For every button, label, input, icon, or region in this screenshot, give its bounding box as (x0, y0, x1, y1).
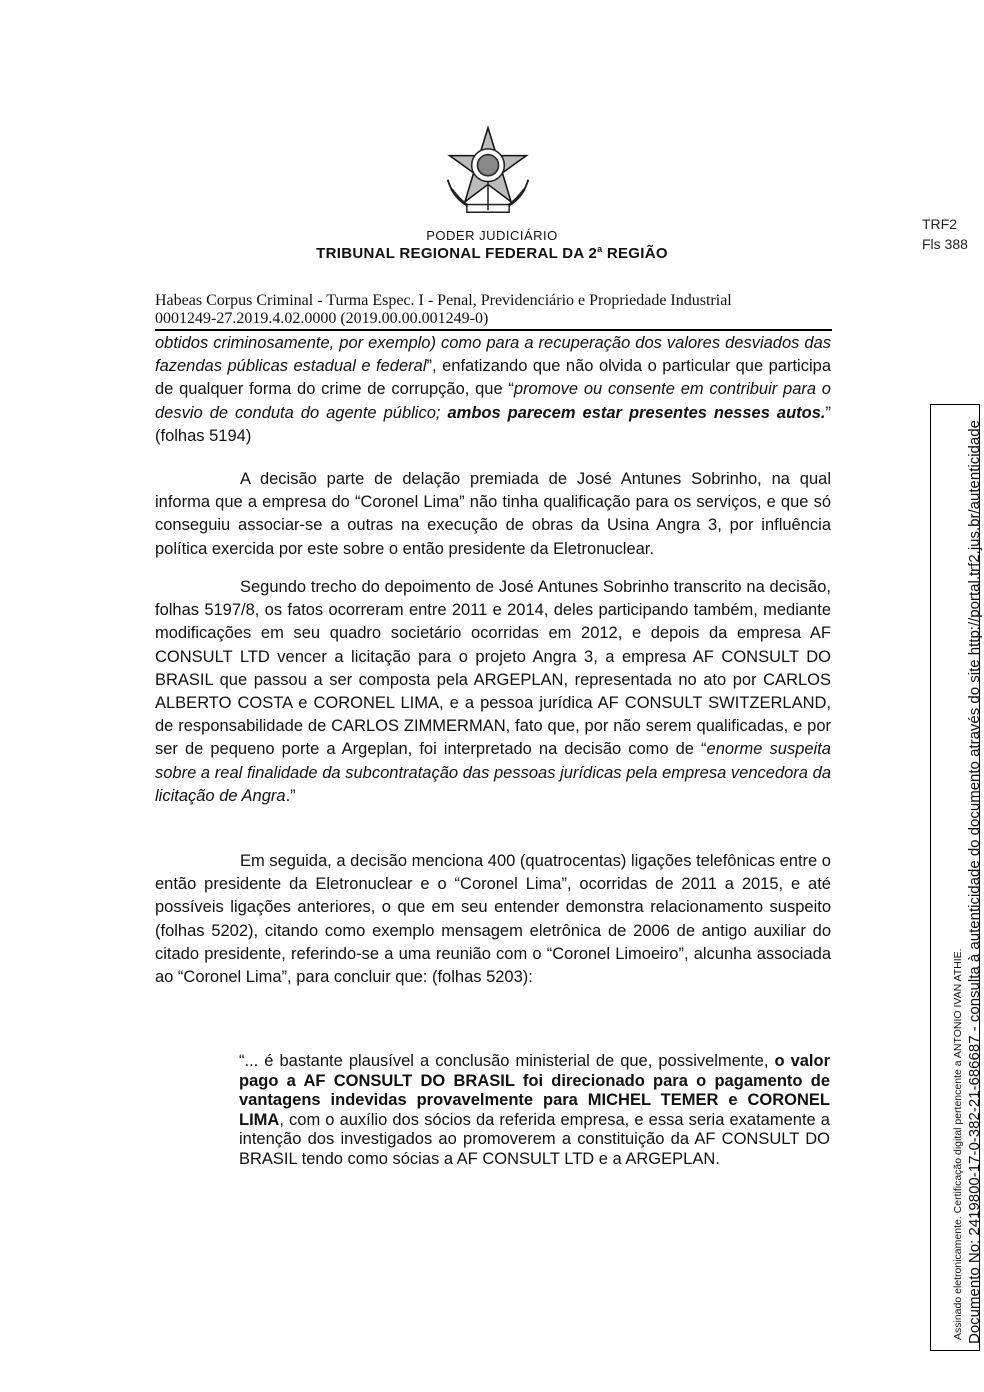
judiciary-label: PODER JUDICIÁRIO (426, 228, 558, 243)
process-number: 0001249-27.2019.4.02.0000 (2019.00.00.001249-0) (155, 310, 489, 327)
stamp-page: Fls 388 (922, 236, 968, 252)
header-divider (155, 329, 832, 331)
paragraph-3: Segundo trecho do depoimento de José Antunes Sobrinho transcrito na decisão, folhas 5197/8, os fatos ocorreram entre 2011 e 2014, deles participando também, mediante modificações em seu quadro societário ocorridas em 2012, e depois da empresa AF CONSULT LTD vencer a licitação para o projeto Angra 3, a empresa AF CONSULT DO BRASIL que passou a ser composta pela ARGEPLAN, representada no ato por CARLOS ALBERTO COSTA e CORONEL LIMA, e a pessoa jurídica AF CONSULT SWITZERLAND, de responsabilidade de CARLOS ZIMMERMAN, fato que, por não serem qualificadas, e por ser de pequeno porte a Argeplan, foi interpretado na decisão como de “enorme suspeita sobre a real finalidade da subcontratação das pessoas jurídicas pela empresa vencedora da licitação de Angra.” (155, 578, 831, 805)
page-stamp (922, 214, 968, 254)
process-type: Habeas Corpus Criminal - Turma Espec. I - Penal, Previdenciário e Propriedade Industrial (155, 292, 732, 309)
authenticity-notice: Documento No: 2419800-17-0-382-21-686687 - consulta à autenticidade do documento através do site http://portal.trf2.jus.br/autenticidade (966, 420, 983, 1344)
paragraph-1: obtidos criminosamente, por exemplo) como para a recuperação dos valores desviados das fazendas públicas estadual e federal”, enfatizando que não olvida o particular que participa de qualquer forma do crime de corrupção, que “promove ou consente em contribuir para o desvio de conduta do agente público; ambos parecem estar presentes nesses autos.” (folhas 5194) (155, 334, 831, 445)
paragraph-4: Em seguida, a decisão menciona 400 (quatrocentas) ligações telefônicas entre o então presidente da Eletronuclear e o “Coronel Lima”, ocorridas de 2011 a 2015, e até possíveis ligações anteriores, o que em seu entender demonstra relacionamento suspeito (folhas 5202), citando como exemplo mensagem eletrônica de 2006 de antigo auxiliar do citado presidente, referindo-se a uma reunião com o “Coronel Limoeiro”, alcunha associada ao “Coronel Lima”, para concluir que: (folhas 5203): (155, 852, 831, 987)
process-header (155, 292, 732, 328)
court-title: TRIBUNAL REGIONAL FEDERAL DA 2$^a$ REGIÃO (316, 244, 668, 262)
block-quote: “... é bastante plausível a conclusão ministerial de que, possivelmente, o valor pago a AF CONSULT DO BRASIL foi direcionado para o pagamento de vantagens indevidas provavelmente para MICHEL TEMER e CORONEL LIMA, com o auxílio dos sócios da referida empresa, e essa seria exatamente a intenção dos investigados ao promoverem a constituição da AF CONSULT DO BRASIL tendo como sócias a AF CONSULT LTD e a ARGEPLAN. (239, 1052, 831, 1168)
signature-notice: Assinado eletronicamente. Certificação digital pertencente a ANTONIO IVAN ATHIE. (952, 948, 964, 1340)
paragraph-2: A decisão parte de delação premiada de José Antunes Sobrinho, na qual informa que a empresa do “Coronel Lima” não tinha qualificação para os serviços, e que só conseguiu associar-se a outras na execução de obras da Usina Angra 3, por influência política exercida por este sobre o então presidente da Eletronuclear. (155, 470, 831, 558)
brazil-coat-of-arms-icon (440, 122, 536, 218)
stamp-court: TRF2 (922, 216, 957, 232)
